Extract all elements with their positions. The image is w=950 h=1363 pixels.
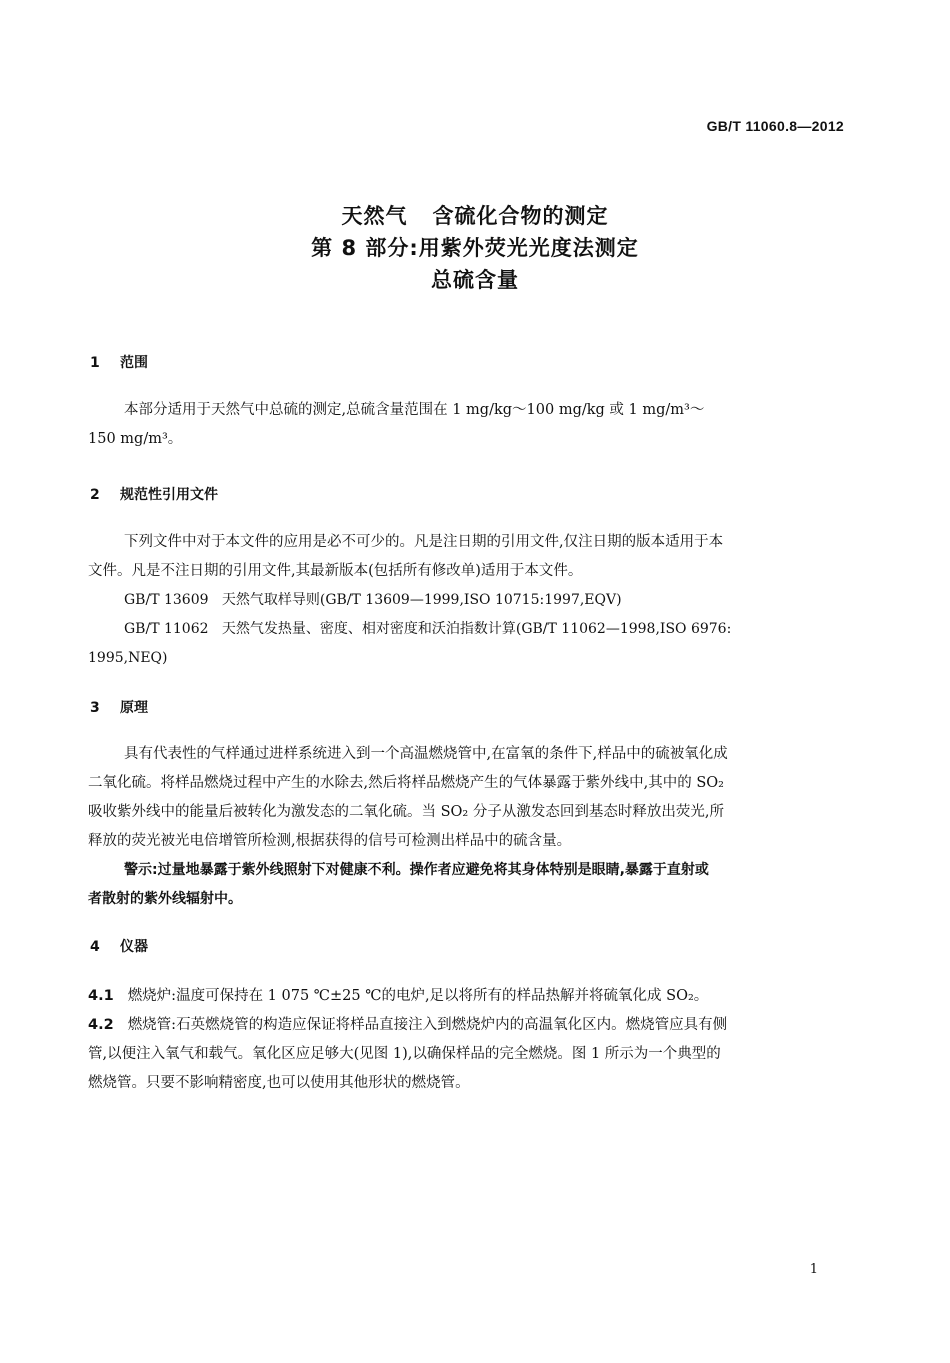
paragraph-line: 二氧化硫。将样品燃烧过程中产生的水除去,然后将样品燃烧产生的气体暴露于紫外线中,其中的 SO₂ (88, 775, 724, 791)
paragraph-line: 吸收紫外线中的能量后被转化为激发态的二氧化硫。当 SO₂ 分子从激发态回到基态时释放出荧光,所 (88, 804, 724, 820)
section-number: 4 (90, 939, 100, 955)
warning-line: 者散射的紫外线辐射中。 (88, 891, 242, 907)
normative-reference-2: GB/T 11062 天然气发热量、密度、相对密度和沃泊指数计算(GB/T 11062—1998,ISO 6976: (124, 621, 732, 637)
section-title: 范围 (120, 355, 148, 371)
clause-text: 燃烧炉:温度可保持在 1 075 ℃±25 ℃的电炉,足以将所有的样品热解并将硫氧化成 SO₂。 (127, 988, 709, 1004)
page-number: 1 (809, 1262, 818, 1277)
paragraph-line: 具有代表性的气样通过进样系统进入到一个高温燃烧管中,在富氧的条件下,样品中的硫被氧化成 (124, 746, 728, 762)
section-title: 原理 (120, 700, 148, 716)
section-title: 仪器 (120, 939, 148, 955)
section-2-intro (88, 528, 840, 586)
paragraph-line: 燃烧管。只要不影响精密度,也可以使用其他形状的燃烧管。 (88, 1075, 470, 1091)
title-line-3: 总硫含量 (431, 268, 519, 292)
section-title: 规范性引用文件 (120, 487, 218, 503)
section-4-body (88, 982, 840, 1098)
title-line-1: 天然气 含硫化合物的测定 (341, 204, 609, 228)
clause-4-1 (88, 982, 840, 1011)
section-4-heading (90, 936, 148, 956)
section-number: 1 (90, 355, 100, 371)
section-1-heading (90, 352, 148, 372)
paragraph-line: 150 mg/m³。 (88, 431, 183, 447)
section-number: 3 (90, 700, 100, 716)
clause-4-2 (88, 1011, 840, 1040)
paragraph-line: 管,以便注入氧气和载气。氧化区应足够大(见图 1),以确保样品的完全燃烧。图 1 所示为一个典型的 (88, 1046, 721, 1062)
paragraph-line: 释放的荧光被光电倍增管所检测,根据获得的信号可检测出样品中的硫含量。 (88, 833, 572, 849)
clause-number: 4.1 (88, 988, 114, 1004)
section-number: 2 (90, 487, 100, 503)
paragraph-line: 文件。凡是不注日期的引用文件,其最新版本(包括所有修改单)适用于本文件。 (88, 563, 583, 579)
document-title (0, 200, 950, 296)
section-1-body (88, 396, 840, 454)
title-line-2: 第 8 部分:用紫外荧光光度法测定 (311, 236, 639, 260)
paragraph-line: 本部分适用于天然气中总硫的测定,总硫含量范围在 1 mg/kg～100 mg/kg 或 1 mg/m³～ (124, 402, 705, 418)
warning-line: 警示:过量地暴露于紫外线照射下对健康不利。操作者应避免将其身体特别是眼睛,暴露于直射或 (124, 862, 709, 878)
section-2-heading (90, 484, 218, 504)
section-3-body (88, 740, 840, 914)
clause-number: 4.2 (88, 1017, 114, 1033)
paragraph-line: 下列文件中对于本文件的应用是必不可少的。凡是注日期的引用文件,仅注日期的版本适用于本 (124, 534, 724, 550)
normative-reference-2-cont: 1995,NEQ) (88, 650, 168, 666)
section-3-heading (90, 697, 148, 717)
standard-code: GB/T 11060.8—2012 (706, 118, 844, 134)
clause-text: 燃烧管:石英燃烧管的构造应保证将样品直接注入到燃烧炉内的高温氧化区内。燃烧管应具有侧 (127, 1017, 728, 1033)
normative-reference-1: GB/T 13609 天然气取样导则(GB/T 13609—1999,ISO 10715:1997,EQV) (124, 592, 622, 608)
